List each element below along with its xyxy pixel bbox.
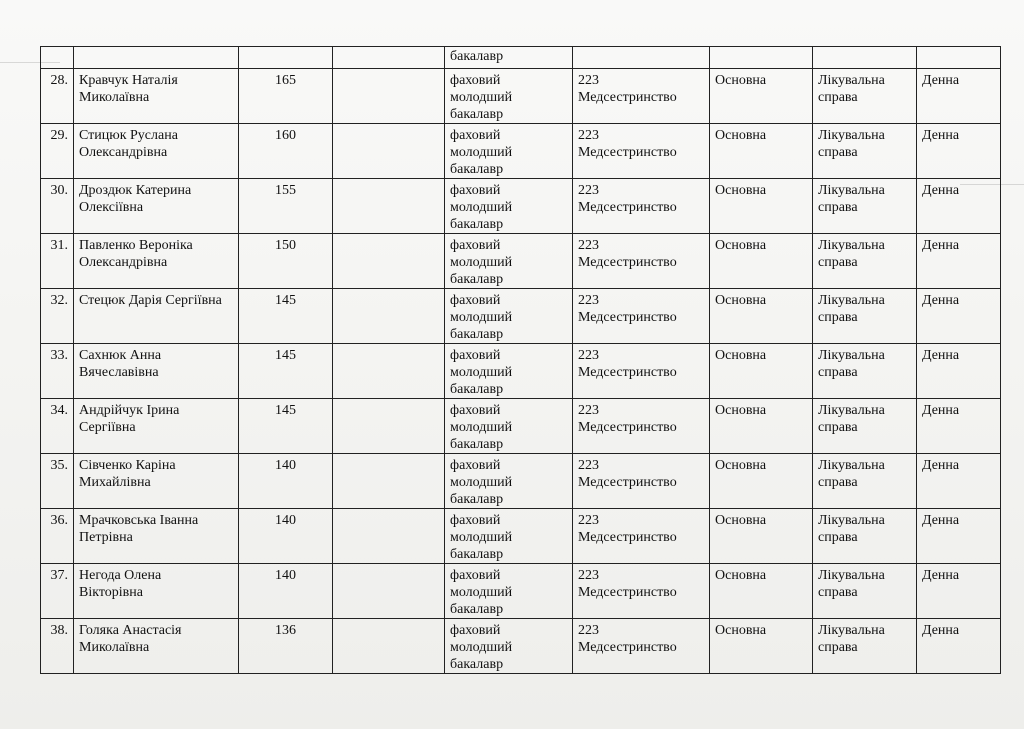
cell-name: Кравчук Наталія Миколаївна xyxy=(74,69,239,124)
cell-form: Денна xyxy=(917,344,1001,399)
cell-specialty: 223 Медсестринство xyxy=(573,509,710,564)
cell-score: 140 xyxy=(239,509,333,564)
cell-level: фаховий молодший бакалавр xyxy=(445,454,573,509)
cell-level: фаховий молодший бакалавр xyxy=(445,69,573,124)
cell-level: фаховий молодший бакалавр xyxy=(445,509,573,564)
cell-empty xyxy=(333,47,445,69)
cell-score: 145 xyxy=(239,289,333,344)
cell-empty xyxy=(333,289,445,344)
cell-num: 30. xyxy=(41,179,74,234)
table-row xyxy=(41,234,1001,289)
cell-empty xyxy=(333,124,445,179)
cell-specialty xyxy=(573,47,710,69)
cell-empty xyxy=(333,399,445,454)
cell-program: Лікувальна справа xyxy=(813,454,917,509)
cell-name: Сахнюк Анна Вячеславівна xyxy=(74,344,239,399)
cell-specialty: 223 Медсестринство xyxy=(573,69,710,124)
cell-empty xyxy=(333,509,445,564)
cell-num: 37. xyxy=(41,564,74,619)
applicants-table xyxy=(40,46,1001,674)
cell-num: 35. xyxy=(41,454,74,509)
cell-program: Лікувальна справа xyxy=(813,509,917,564)
table-row xyxy=(41,454,1001,509)
cell-specialty: 223 Медсестринство xyxy=(573,289,710,344)
table-row xyxy=(41,124,1001,179)
cell-score: 140 xyxy=(239,454,333,509)
cell-num: 28. xyxy=(41,69,74,124)
cell-specialty: 223 Медсестринство xyxy=(573,619,710,674)
cell-form: Денна xyxy=(917,69,1001,124)
cell-name xyxy=(74,47,239,69)
cell-num: 36. xyxy=(41,509,74,564)
cell-name: Сівченко Каріна Михайлівна xyxy=(74,454,239,509)
cell-num: 29. xyxy=(41,124,74,179)
cell-level: фаховий молодший бакалавр xyxy=(445,234,573,289)
cell-empty xyxy=(333,454,445,509)
cell-level: фаховий молодший бакалавр xyxy=(445,619,573,674)
cell-program: Лікувальна справа xyxy=(813,399,917,454)
cell-basis: Основна xyxy=(710,289,813,344)
cell-score: 145 xyxy=(239,344,333,399)
cell-empty xyxy=(333,619,445,674)
table-row xyxy=(41,564,1001,619)
cell-score: 155 xyxy=(239,179,333,234)
cell-form xyxy=(917,47,1001,69)
cell-name: Негода Олена Вікторівна xyxy=(74,564,239,619)
cell-name: Мрачковська Іванна Петрівна xyxy=(74,509,239,564)
cell-level: фаховий молодший бакалавр xyxy=(445,399,573,454)
cell-score: 150 xyxy=(239,234,333,289)
cell-name: Голяка Анастасія Миколаївна xyxy=(74,619,239,674)
cell-level: фаховий молодший бакалавр xyxy=(445,344,573,399)
cell-level: фаховий молодший бакалавр xyxy=(445,124,573,179)
table-row xyxy=(41,69,1001,124)
cell-specialty: 223 Медсестринство xyxy=(573,454,710,509)
cell-empty xyxy=(333,344,445,399)
cell-basis: Основна xyxy=(710,399,813,454)
cell-num: 32. xyxy=(41,289,74,344)
table-row xyxy=(41,179,1001,234)
cell-level: фаховий молодший бакалавр xyxy=(445,564,573,619)
table-row-continuation xyxy=(41,47,1001,69)
cell-num: 38. xyxy=(41,619,74,674)
cell-form: Денна xyxy=(917,289,1001,344)
cell-program: Лікувальна справа xyxy=(813,289,917,344)
cell-score: 160 xyxy=(239,124,333,179)
cell-level: фаховий молодший бакалавр xyxy=(445,179,573,234)
cell-basis: Основна xyxy=(710,124,813,179)
cell-basis: Основна xyxy=(710,69,813,124)
cell-num: 31. xyxy=(41,234,74,289)
table-row xyxy=(41,289,1001,344)
cell-basis: Основна xyxy=(710,619,813,674)
cell-program: Лікувальна справа xyxy=(813,179,917,234)
cell-program: Лікувальна справа xyxy=(813,619,917,674)
cell-empty xyxy=(333,69,445,124)
cell-score: 145 xyxy=(239,399,333,454)
cell-empty xyxy=(333,234,445,289)
cell-form: Денна xyxy=(917,509,1001,564)
cell-name: Андрійчук Ірина Сергіївна xyxy=(74,399,239,454)
cell-level: бакалавр xyxy=(445,47,573,69)
cell-name: Стицюк Руслана Олександрівна xyxy=(74,124,239,179)
cell-basis: Основна xyxy=(710,509,813,564)
cell-level: фаховий молодший бакалавр xyxy=(445,289,573,344)
cell-empty xyxy=(333,179,445,234)
table-row xyxy=(41,509,1001,564)
cell-program xyxy=(813,47,917,69)
cell-program: Лікувальна справа xyxy=(813,344,917,399)
cell-program: Лікувальна справа xyxy=(813,234,917,289)
cell-basis: Основна xyxy=(710,454,813,509)
cell-basis: Основна xyxy=(710,234,813,289)
cell-score: 140 xyxy=(239,564,333,619)
cell-program: Лікувальна справа xyxy=(813,124,917,179)
cell-form: Денна xyxy=(917,564,1001,619)
cell-basis: Основна xyxy=(710,564,813,619)
table-row xyxy=(41,399,1001,454)
cell-num xyxy=(41,47,74,69)
cell-basis: Основна xyxy=(710,179,813,234)
cell-num: 33. xyxy=(41,344,74,399)
cell-program: Лікувальна справа xyxy=(813,69,917,124)
cell-form: Денна xyxy=(917,454,1001,509)
cell-specialty: 223 Медсестринство xyxy=(573,564,710,619)
cell-basis: Основна xyxy=(710,344,813,399)
cell-specialty: 223 Медсестринство xyxy=(573,179,710,234)
cell-score: 165 xyxy=(239,69,333,124)
cell-name: Стецюк Дарія Сергіївна xyxy=(74,289,239,344)
cell-empty xyxy=(333,564,445,619)
cell-specialty: 223 Медсестринство xyxy=(573,124,710,179)
table-row xyxy=(41,619,1001,674)
cell-form: Денна xyxy=(917,619,1001,674)
cell-specialty: 223 Медсестринство xyxy=(573,399,710,454)
cell-program: Лікувальна справа xyxy=(813,564,917,619)
cell-name: Дроздюк Катерина Олексіївна xyxy=(74,179,239,234)
cell-specialty: 223 Медсестринство xyxy=(573,344,710,399)
cell-form: Денна xyxy=(917,124,1001,179)
cell-num: 34. xyxy=(41,399,74,454)
cell-form: Денна xyxy=(917,234,1001,289)
cell-name: Павленко Вероніка Олександрівна xyxy=(74,234,239,289)
cell-form: Денна xyxy=(917,399,1001,454)
table-row xyxy=(41,344,1001,399)
cell-specialty: 223 Медсестринство xyxy=(573,234,710,289)
cell-score xyxy=(239,47,333,69)
cell-form: Денна xyxy=(917,179,1001,234)
cell-basis xyxy=(710,47,813,69)
cell-score: 136 xyxy=(239,619,333,674)
